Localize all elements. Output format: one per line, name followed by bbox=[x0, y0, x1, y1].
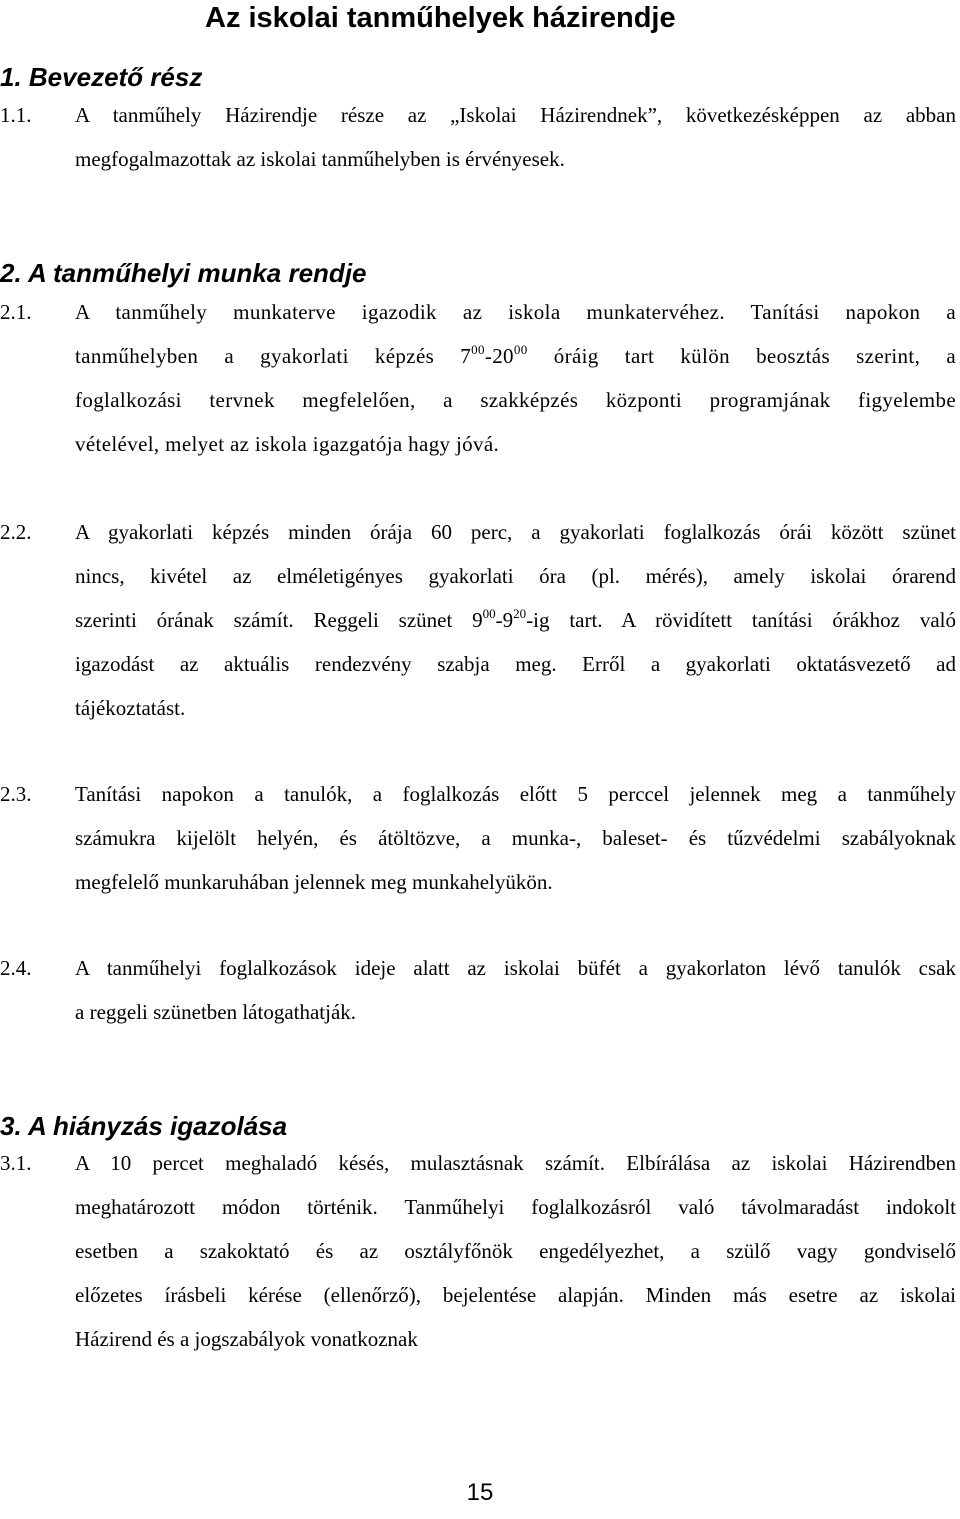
paragraph-line: vételével, melyet az iskola igazgatója hagy jóvá. bbox=[75, 432, 500, 456]
paragraph-line: igazodást az aktuális rendezvény szabja meg. Erről a gyakorlati oktatásvezető ad bbox=[75, 652, 956, 676]
paragraph-2-2 bbox=[0, 510, 956, 730]
paragraph-line: A tanműhelyi foglalkozások ideje alatt az iskolai büfét a gyakorlaton lévő tanulók csak bbox=[75, 956, 956, 980]
paragraph-line: Házirend és a jogszabályok vonatkoznak bbox=[75, 1327, 418, 1351]
paragraph-line: előzetes írásbeli kérése (ellenőrző), bejelentése alapján. Minden más esetre az iskolai bbox=[75, 1283, 956, 1307]
paragraph-line: meghatározott módon történik. Tanműhelyi foglalkozásról való távolmaradást indokolt bbox=[75, 1195, 956, 1219]
paragraph-line: megfelelő munkaruhában jelennek meg munkahelyükön. bbox=[75, 870, 553, 894]
section-heading-3: 3. A hiányzás igazolása bbox=[0, 1111, 288, 1141]
paragraph-line-with-times: szerinti órának számít. Reggeli szünet $9^{00}-9^{20}-ig$ tart. A rövidített tanítási órákhoz való bbox=[75, 606, 956, 632]
paragraph-line: számukra kijelölt helyén, és átöltözve, a munka-, baleset- és tűzvédelmi szabályoknak bbox=[75, 826, 956, 850]
paragraph-1-1 bbox=[0, 93, 956, 181]
paragraph-line: megfogalmazottak az iskolai tanműhelyben is érvényesek. bbox=[75, 147, 565, 171]
section-heading-2: 2. A tanműhelyi munka rendje bbox=[0, 258, 367, 288]
document-title: Az iskolai tanműhelyek házirendje bbox=[205, 2, 676, 34]
paragraph-3-1 bbox=[0, 1141, 956, 1361]
paragraph-number: 2.1. bbox=[0, 300, 32, 324]
paragraph-2-4 bbox=[0, 946, 956, 1034]
paragraph-number: 2.2. bbox=[0, 520, 32, 544]
paragraph-line: A gyakorlati képzés minden órája 60 perc, a gyakorlati foglalkozás órái között szünet bbox=[75, 520, 956, 544]
paragraph-line: Tanítási napokon a tanulók, a foglalkozás előtt 5 perccel jelennek meg a tanműhely bbox=[75, 782, 956, 806]
section-heading-1: 1. Bevezető rész bbox=[0, 62, 203, 92]
paragraph-line: foglalkozási tervnek megfelelően, a szakképzés központi programjának figyelembe bbox=[75, 388, 956, 412]
paragraph-number: 1.1. bbox=[0, 103, 32, 127]
paragraph-number: 2.3. bbox=[0, 782, 32, 806]
paragraph-line: A tanműhely Házirendje része az „Iskolai Házirendnek”, következésképpen az abban bbox=[75, 103, 956, 127]
paragraph-line: nincs, kivétel az elméletigényes gyakorlati óra (pl. mérés), amely iskolai órarend bbox=[75, 564, 956, 588]
paragraph-line: tájékoztatást. bbox=[75, 696, 186, 720]
paragraph-line: a reggeli szünetben látogathatják. bbox=[75, 1000, 357, 1024]
paragraph-line: esetben a szakoktató és az osztályfőnök engedélyezhet, a szülő vagy gondviselő bbox=[75, 1239, 956, 1263]
paragraph-line-with-times: tanműhelyben a gyakorlati képzés $7^{00}-20^{00}$ óráig tart külön beosztás szerint, a bbox=[75, 342, 956, 368]
paragraph-number: 2.4. bbox=[0, 956, 32, 980]
paragraph-2-1 bbox=[0, 290, 956, 466]
paragraph-line: A tanműhely munkaterve igazodik az iskola munkatervéhez. Tanítási napokon a bbox=[75, 300, 956, 324]
paragraph-2-3 bbox=[0, 772, 956, 904]
paragraph-line: A 10 percet meghaladó késés, mulasztásnak számít. Elbírálása az iskolai Házirendben bbox=[75, 1151, 956, 1175]
paragraph-number: 3.1. bbox=[0, 1151, 32, 1175]
page-number: 15 bbox=[466, 1479, 494, 1506]
